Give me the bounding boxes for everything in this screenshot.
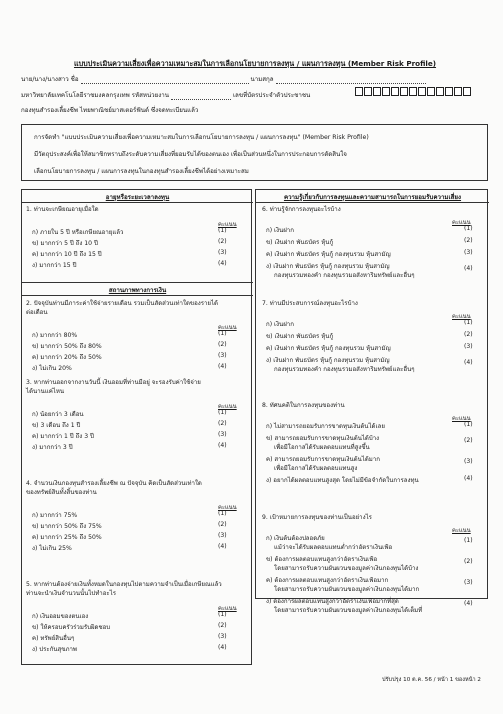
id-card-boxes[interactable] bbox=[355, 87, 471, 96]
option-points: (2) bbox=[464, 558, 473, 565]
question-9-option[interactable]: ค) ต้องการผลตอบแทนสูงกว่าอัตราเงินเฟ้อมาก bbox=[266, 577, 389, 584]
section-financial-title: สถานภาพทางการเงิน bbox=[108, 287, 167, 294]
question-4-option[interactable]: ง) ไม่เกิน 25% bbox=[32, 545, 72, 552]
question-8-option[interactable]: ง) อยากได้ผลตอบแทนสูงสุด โดยไม่มีข้อจำกัดในการลงทุน bbox=[266, 477, 419, 484]
org-row bbox=[21, 90, 310, 100]
question-4-text: 4. จำนวนเงินกองทุนสำรองเลี้ยงชีพ ณ ปัจจุบัน คิดเป็นสัดส่วนเท่าใด bbox=[26, 480, 202, 487]
option-points: (4) bbox=[218, 363, 227, 370]
question-2-option[interactable]: ก) มากกว่า 80% bbox=[32, 332, 78, 339]
question-9-option: โดยสามารถรับความผันผวนของมูลค่าเงินกองทุนได้มาก bbox=[274, 586, 420, 593]
question-1-option[interactable]: ง) มากกว่า 15 ปี bbox=[32, 262, 77, 269]
question-7-option: กองทุนรวมทองคำ กองทุนรวมอสังหาริมทรัพย์และอื่นๆ bbox=[274, 366, 415, 373]
option-points: (1) bbox=[218, 409, 227, 416]
question-5-option[interactable]: ค) ทรัพย์สินอื่นๆ bbox=[32, 635, 75, 642]
question-3-text: 3. หากท่านออกจากงานวันนี้ เงินออมที่ท่านมีอยู่ จะรองรับค่าใช้จ่าย bbox=[26, 379, 201, 386]
question-4-text: ของทรัพย์สินทั้งสิ้นของท่าน bbox=[26, 489, 97, 496]
question-6-option[interactable]: ค) เงินฝาก พันธบัตร หุ้นกู้ กองทุนรวม หุ้นสามัญ bbox=[266, 251, 391, 258]
question-2-text: 2. ปัจจุบันท่านมีภาระค่าใช้จ่ายรายเดือน รวมเป็นสัดส่วนเท่าใดของรายได้ bbox=[26, 300, 218, 307]
unit-code-field[interactable] bbox=[171, 92, 231, 100]
option-points: (1) bbox=[218, 227, 227, 234]
option-points: (3) bbox=[464, 458, 473, 465]
score-header: คะแนน bbox=[218, 222, 237, 228]
option-points: (1) bbox=[464, 225, 473, 232]
section-knowledge-title: ความรู้เกี่ยวกับการลงทุนและความสามารถในการยอมรับความเสี่ยง bbox=[283, 194, 462, 201]
option-points: (1) bbox=[218, 611, 227, 618]
option-points: (2) bbox=[464, 237, 473, 244]
question-2-text: ต่อเดือน bbox=[26, 309, 48, 316]
option-points: (2) bbox=[218, 420, 227, 427]
option-points: (3) bbox=[218, 633, 227, 640]
fund-label: กองทุนสำรองเลี้ยงชีพ ไทยพาณิชย์มาสเตอร์ฟันด์ ซึ่งจดทะเบียนแล้ว bbox=[21, 107, 199, 114]
question-2-option[interactable]: ข) มากกว่า 50% ถึง 80% bbox=[32, 343, 102, 350]
name-row bbox=[21, 74, 426, 84]
left-column-box bbox=[21, 189, 252, 665]
question-5-option[interactable]: ง) ประกันสุขภาพ bbox=[32, 646, 77, 653]
option-points: (2) bbox=[218, 238, 227, 245]
question-7-option[interactable]: ก) เงินฝาก bbox=[266, 321, 294, 328]
question-1-option[interactable]: ค) มากกว่า 10 ปี ถึง 15 ปี bbox=[32, 251, 102, 258]
question-3-option[interactable]: ข) 3 เดือน ถึง 1 ปี bbox=[32, 422, 81, 429]
option-points: (2) bbox=[464, 331, 473, 338]
option-points: (1) bbox=[218, 330, 227, 337]
question-8-option: เพื่อมีโอกาสได้รับผลตอบแทนสูง bbox=[274, 465, 358, 472]
score-header: คะแนน bbox=[452, 220, 471, 226]
question-5-text: ท่านจะนำเงินจำนวนนั้นไปทำอะไร bbox=[26, 590, 116, 597]
question-6-option: กองทุนรวมทองคำ กองทุนรวมอสังหาริมทรัพย์และอื่นๆ bbox=[274, 272, 415, 279]
question-5-option[interactable]: ข) ให้ครอบครัวร่วมรับผิดชอบ bbox=[32, 624, 111, 631]
option-points: (3) bbox=[218, 532, 227, 539]
question-7-text: 7. ท่านมีประสบการณ์ลงทุนอะไรบ้าง bbox=[262, 300, 358, 307]
question-9-text: 9. เป้าหมายการลงทุนของท่านเป็นอย่างไร bbox=[262, 514, 372, 521]
option-points: (4) bbox=[218, 644, 227, 651]
question-7-option[interactable]: ข) เงินฝาก พันธบัตร หุ้นกู้ bbox=[266, 333, 334, 340]
surname-label: นามสกุล bbox=[250, 76, 274, 83]
name-field[interactable] bbox=[81, 76, 249, 84]
form-title: แบบประเมินความเสี่ยงเพื่อความเหมาะสมในการเลือกนโยบายการลงทุน / แผนการลงทุน (Member Risk Profile) bbox=[73, 59, 437, 68]
score-header: คะแนน bbox=[452, 528, 471, 534]
intro-box bbox=[21, 124, 488, 181]
question-9-option[interactable]: ง) ต้องการผลตอบแทนสูงกว่าอัตราเงินเฟ้อมากที่สุด bbox=[266, 598, 399, 605]
question-2-option[interactable]: ค) มากกว่า 20% ถึง 50% bbox=[32, 354, 102, 361]
option-points: (1) bbox=[464, 319, 473, 326]
score-header: คะแนน bbox=[218, 505, 237, 511]
question-8-text: 8. ทัศนคติในการลงทุนของท่าน bbox=[262, 402, 345, 409]
option-points: (3) bbox=[218, 431, 227, 438]
score-header: คะแนน bbox=[218, 404, 237, 410]
question-6-option[interactable]: ก) เงินฝาก bbox=[266, 227, 294, 234]
option-points: (2) bbox=[218, 341, 227, 348]
question-8-option[interactable]: ค) สามารถยอมรับการขาดทุนเงินต้นได้มาก bbox=[266, 456, 380, 463]
option-points: (2) bbox=[464, 437, 473, 444]
question-3-option[interactable]: ค) มากกว่า 1 ปี ถึง 3 ปี bbox=[32, 433, 94, 440]
question-7-option[interactable]: ค) เงินฝาก พันธบัตร หุ้นกู้ กองทุนรวม หุ้นสามัญ bbox=[266, 345, 391, 352]
option-points: (3) bbox=[218, 352, 227, 359]
score-header: คะแนน bbox=[452, 416, 471, 422]
option-points: (2) bbox=[218, 521, 227, 528]
question-4-option[interactable]: ค) มากกว่า 25% ถึง 50% bbox=[32, 534, 102, 541]
question-3-text: ได้นานแค่ไหน bbox=[26, 388, 65, 395]
question-4-option[interactable]: ก) มากกว่า 75% bbox=[32, 512, 78, 519]
option-points: (4) bbox=[464, 359, 473, 366]
question-9-option: โดยสามารถรับความผันผวนของมูลค่าเงินกองทุนได้เต็มที่ bbox=[274, 607, 423, 614]
section-age-title: อายุหรือระยะเวลาลงทุน bbox=[105, 194, 170, 201]
right-column-box bbox=[255, 189, 488, 614]
option-points: (4) bbox=[464, 475, 473, 482]
question-6-option[interactable]: ง) เงินฝาก พันธบัตร หุ้นกู้ กองทุนรวม หุ้นสามัญ bbox=[266, 263, 390, 270]
option-points: (3) bbox=[218, 249, 227, 256]
score-header: คะแนน bbox=[218, 606, 237, 612]
page-footer: ปรับปรุง 10 ต.ค. 56 / หน้า 1 ของหน้า 2 bbox=[381, 677, 481, 683]
question-6-text: 6. ท่านรู้จักการลงทุนอะไรบ้าง bbox=[262, 206, 341, 213]
question-9-option: แม้ว่าจะได้รับผลตอบแทนต่ำกว่าอัตราเงินเฟ้อ bbox=[274, 544, 393, 551]
question-5-option[interactable]: ก) เงินออมของตนเอง bbox=[32, 613, 89, 620]
question-3-option[interactable]: ง) มากกว่า 3 ปี bbox=[32, 444, 73, 451]
question-6-option[interactable]: ข) เงินฝาก พันธบัตร หุ้นกู้ bbox=[266, 239, 334, 246]
university-label: มหาวิทยาลัยเทคโนโลยีราชมงคลกรุงเทพ รหัสหน่วยงาน bbox=[21, 92, 169, 99]
question-4-option[interactable]: ข) มากกว่า 50% ถึง 75% bbox=[32, 523, 102, 530]
option-points: (2) bbox=[218, 622, 227, 629]
question-1-option[interactable]: ก) ภายใน 5 ปี หรือเกษียณอายุแล้ว bbox=[32, 229, 124, 236]
intro-line-2: มีวัตถุประสงค์เพื่อให้สมาชิกทราบถึงระดับความเสี่ยงที่ยอมรับได้ของตนเอง เพื่อเป็นส่วนหนึ่งในการประกอบการตัดสินใจ bbox=[34, 151, 347, 158]
id-label: เลขที่บัตรประจำตัวประชาชน bbox=[232, 92, 311, 99]
option-points: (4) bbox=[218, 543, 227, 550]
option-points: (1) bbox=[464, 421, 473, 428]
option-points: (1) bbox=[218, 510, 227, 517]
score-header: คะแนน bbox=[218, 325, 237, 331]
option-points: (3) bbox=[464, 343, 473, 350]
question-1-text: 1. ท่านจะเกษียณอายุเมื่อใด bbox=[26, 206, 99, 213]
name-label: นาย/นาง/นางสาว ชื่อ bbox=[21, 76, 79, 83]
question-9-option: โดยสามารถรับความผันผวนของมูลค่าเงินกองทุนได้บ้าง bbox=[274, 565, 419, 572]
option-points: (4) bbox=[218, 442, 227, 449]
question-8-option: เพื่อมีโอกาสได้รับผลตอบแทนที่สูงขึ้น bbox=[274, 444, 370, 451]
option-points: (4) bbox=[218, 260, 227, 267]
question-1-option[interactable]: ข) มากกว่า 5 ปี ถึง 10 ปี bbox=[32, 240, 98, 247]
question-2-option[interactable]: ง) ไม่เกิน 20% bbox=[32, 365, 72, 372]
option-points: (3) bbox=[464, 579, 473, 586]
score-header: คะแนน bbox=[452, 314, 471, 320]
option-points: (3) bbox=[464, 249, 473, 256]
question-9-option[interactable]: ข) ต้องการผลตอบแทนสูงกว่าอัตราเงินเฟ้อ bbox=[266, 556, 378, 563]
option-points: (4) bbox=[464, 600, 473, 607]
question-9-option[interactable]: ก) เงินต้นต้องปลอดภัย bbox=[266, 535, 325, 542]
question-8-option[interactable]: ข) สามารถยอมรับการขาดทุนเงินต้นได้บ้าง bbox=[266, 435, 380, 442]
question-7-option[interactable]: ง) เงินฝาก พันธบัตร หุ้นกู้ กองทุนรวม หุ้นสามัญ bbox=[266, 357, 390, 364]
option-points: (1) bbox=[464, 537, 473, 544]
intro-line-1: การจัดทำ "แบบประเมินความเสี่ยงเพื่อความเหมาะสมในการเลือกนโยบายการลงทุน / แผนการลงทุน" (Member Risk Profile) bbox=[34, 134, 369, 141]
question-5-text: 5. หากท่านต้องจ่ายเงินทั้งหมดในกองทุนไปตามความจำเป็นเมื่อเกษียณแล้ว bbox=[26, 581, 222, 588]
surname-field[interactable] bbox=[276, 76, 426, 84]
question-8-option[interactable]: ก) ไม่สามารถยอมรับการขาดทุนเงินต้นได้เลย bbox=[266, 423, 385, 430]
option-points: (4) bbox=[464, 265, 473, 272]
intro-line-3: เลือกนโยบายการลงทุน / แผนการลงทุนในกองทุนสำรองเลี้ยงชีพได้อย่างเหมาะสม bbox=[34, 168, 249, 175]
question-3-option[interactable]: ก) น้อยกว่า 3 เดือน bbox=[32, 411, 84, 418]
